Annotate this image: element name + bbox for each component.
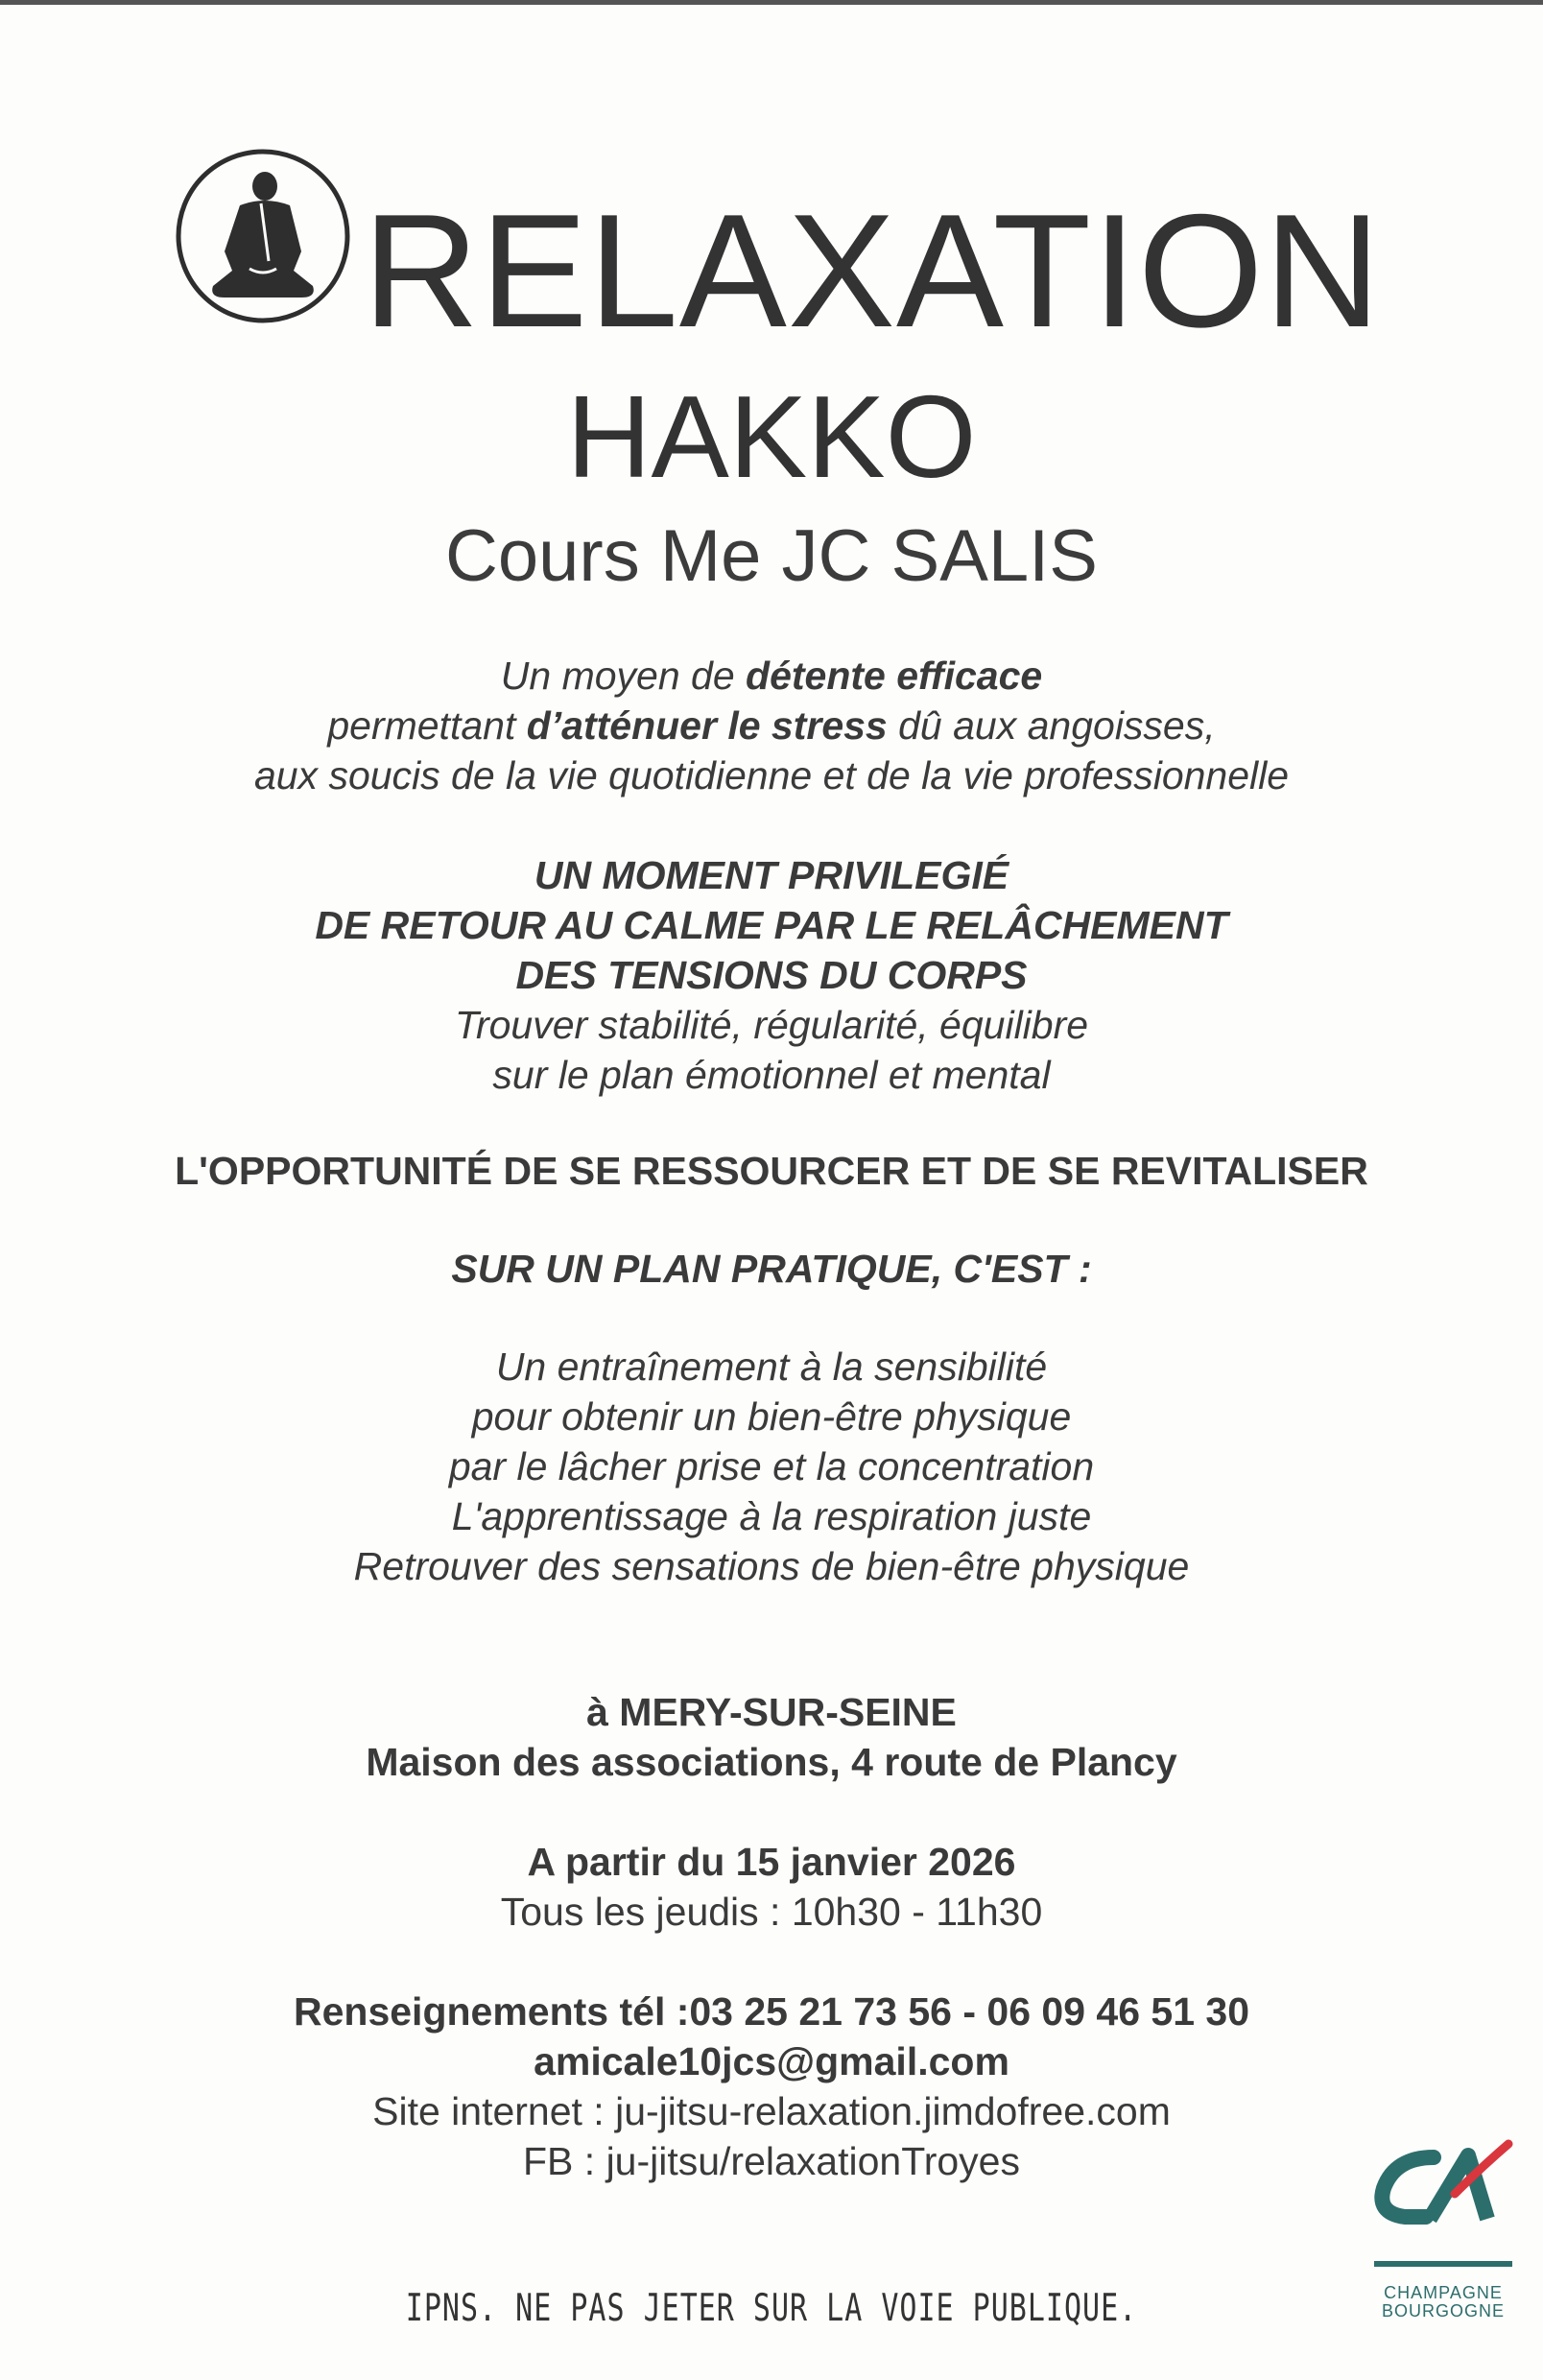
intro-text: dû aux angoisses, — [887, 703, 1216, 748]
moment-heading-2: DE RETOUR AU CALME PAR LE RELÂCHEMENT — [315, 903, 1228, 947]
contact-phone: Renseignements tél :03 25 21 73 56 - 06 09 46 51 30 — [294, 1989, 1249, 2034]
practical-heading-text: SUR UN PLAN PRATIQUE, C'EST : — [451, 1247, 1092, 1291]
moment-line-2: sur le plan émotionnel et mental — [492, 1053, 1051, 1097]
opportunity-heading — [0, 1146, 1543, 1196]
sponsor-line-1: CHAMPAGNE — [1384, 2283, 1503, 2302]
practical-list — [0, 1342, 1543, 1591]
list-item: par le lâcher prise et la concentration — [448, 1444, 1095, 1488]
moment-line-1: Trouver stabilité, régularité, équilibre — [454, 1003, 1089, 1047]
intro-line-2 — [0, 701, 1543, 750]
location-block — [0, 1687, 1543, 1787]
contact-facebook: FB : ju-jitsu/relaxationTroyes — [523, 2139, 1020, 2183]
intro-block — [0, 651, 1543, 800]
intro-emphasis: détente efficace — [746, 654, 1043, 698]
top-border-line — [0, 0, 1543, 5]
location-city: à MERY-SUR-SEINE — [586, 1690, 957, 1734]
moment-heading-3: DES TENSIONS DU CORPS — [515, 953, 1028, 997]
teacher-line: Cours Me JC SALIS — [445, 515, 1098, 597]
opportunity-text: L'OPPORTUNITÉ DE SE RESSOURCER ET DE SE REVITALISER — [175, 1149, 1368, 1193]
list-item: L'apprentissage à la respiration juste — [451, 1494, 1092, 1538]
schedule-times: Tous les jeudis : 10h30 - 11h30 — [500, 1890, 1043, 1934]
practical-heading — [0, 1244, 1543, 1294]
intro-line-3: aux soucis de la vie quotidienne et de la vie professionnelle — [253, 753, 1290, 797]
intro-text: Un moyen de — [500, 654, 747, 698]
footer-notice: IPNS. NE PAS JETER SUR LA VOIE PUBLIQUE. — [405, 2286, 1138, 2331]
schedule-start: A partir du 15 janvier 2026 — [527, 1840, 1016, 1884]
page-title: RELAXATION — [363, 180, 1382, 361]
list-item: Retrouver des sensations de bien-être physique — [353, 1544, 1190, 1588]
moment-block — [0, 850, 1543, 1100]
meditation-logo-icon — [173, 146, 353, 326]
intro-emphasis: d’atténuer le stress — [526, 703, 888, 748]
contact-website: Site internet : ju-jitsu-relaxation.jimdofree.com — [372, 2089, 1171, 2133]
contact-email: amicale10jcs@gmail.com — [534, 2039, 1009, 2083]
list-item: Un entraînement à la sensibilité — [495, 1345, 1048, 1389]
intro-text: permettant — [327, 703, 527, 748]
page-subtitle: HAKKO — [566, 371, 977, 502]
moment-heading-1: UN MOMENT PRIVILEGIÉ — [534, 853, 1009, 897]
list-item: pour obtenir un bien-être physique — [471, 1394, 1072, 1439]
sponsor-line-2: BOURGOGNE — [1381, 2301, 1505, 2320]
schedule-block — [0, 1837, 1543, 1937]
sponsor-region — [1366, 2284, 1520, 2320]
intro-line-1 — [0, 651, 1543, 701]
contact-block — [0, 1987, 1543, 2186]
location-address: Maison des associations, 4 route de Plancy — [366, 1740, 1177, 1784]
